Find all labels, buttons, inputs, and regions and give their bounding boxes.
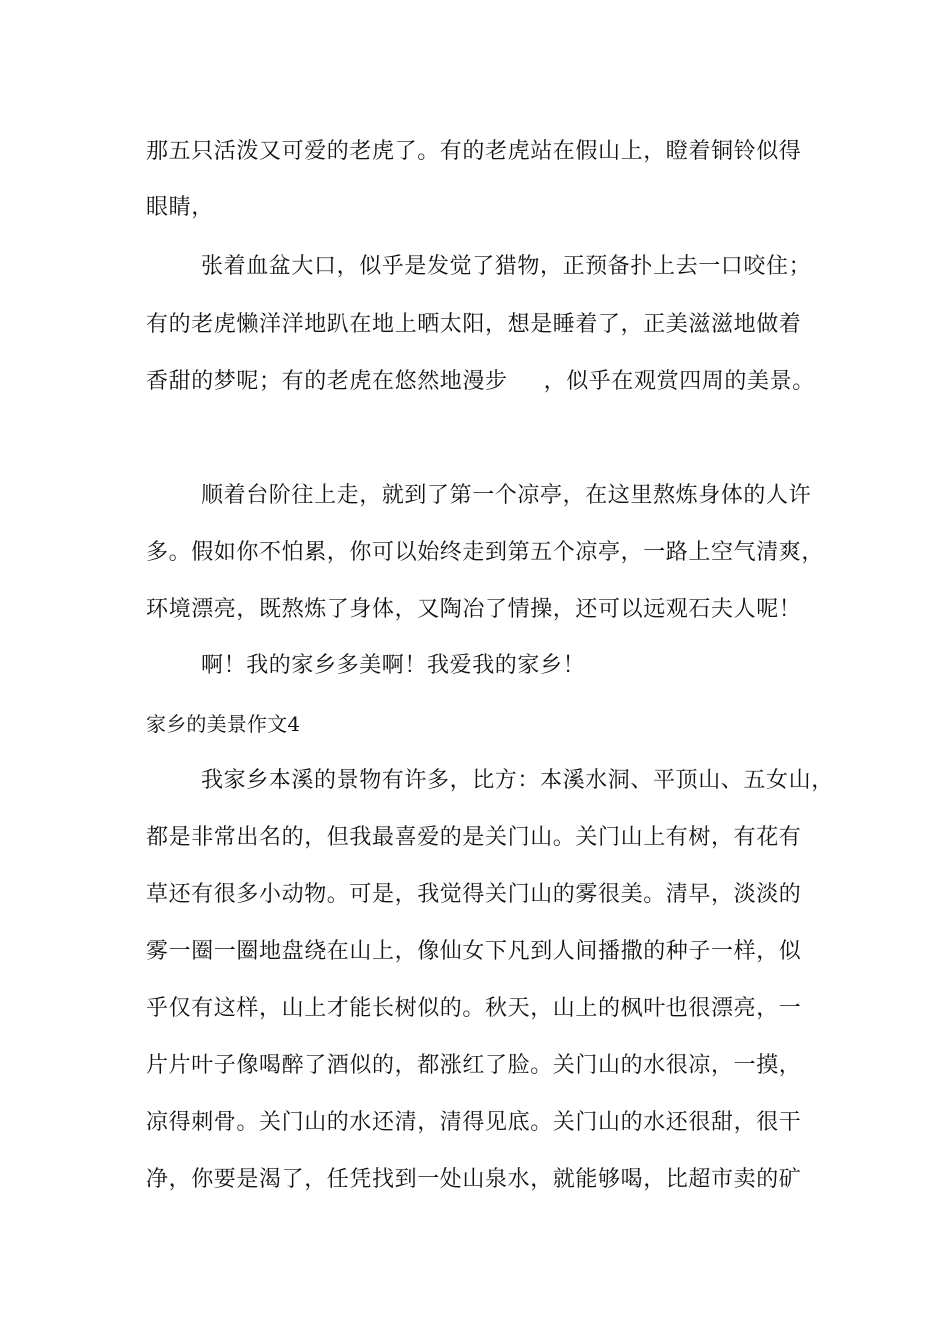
paragraph-line: 乎仅有这样，山上才能长树似的。秋天，山上的枫叶也很漂亮，一 <box>146 996 802 1021</box>
paragraph-line: 凉得刺骨。关门山的水还清，清得见底。关门山的水还很甜，很干 <box>146 1110 802 1135</box>
paragraph-line-part: 香甜的梦呢；有的老虎在悠然地漫步 <box>146 369 508 394</box>
paragraph-line: 我家乡本溪的景物有许多，比方：本溪水洞、平顶山、五女山， <box>201 768 834 793</box>
paragraph-line: 多。假如你不怕累，你可以始终走到第五个凉亭，一路上空气清爽， <box>146 540 825 565</box>
section-title: 家乡的美景作文4 <box>146 712 301 736</box>
paragraph-line: 有的老虎懒洋洋地趴在地上晒太阳，想是睡着了，正美滋滋地做着 <box>146 312 802 337</box>
paragraph-line: 眼睛， <box>146 195 214 220</box>
paragraph-line-part: ，似乎在观赏四周的美景。 <box>543 369 815 394</box>
paragraph-line: 片片叶子像喝醉了酒似的，都涨红了脸。关门山的水很凉，一摸， <box>146 1053 802 1078</box>
paragraph-line: 净，你要是渴了，任凭找到一处山泉水，就能够喝，比超市卖的矿 <box>146 1167 802 1192</box>
paragraph-line: 那五只活泼又可爱的老虎了。有的老虎站在假山上，瞪着铜铃似得 <box>146 139 802 164</box>
paragraph-line: 张着血盆大口，似乎是发觉了猎物，正预备扑上去一口咬住； <box>201 254 812 279</box>
paragraph-line: 啊！我的家乡多美啊！我爱我的家乡！ <box>201 653 586 678</box>
paragraph-line: 都是非常出名的，但我最喜爱的是关门山。关门山上有树，有花有 <box>146 825 802 850</box>
paragraph-line: 环境漂亮，既熬炼了身体，又陶冶了情操，还可以远观石夫人呢！ <box>146 597 802 622</box>
paragraph-line: 顺着台阶往上走，就到了第一个凉亭，在这里熬炼身体的人许 <box>201 483 812 508</box>
paragraph-line: 草还有很多小动物。可是，我觉得关门山的雾很美。清早，淡淡的 <box>146 882 802 907</box>
paragraph-line <box>146 367 815 397</box>
paragraph-line: 雾一圈一圈地盘绕在山上，像仙女下凡到人间播撒的种子一样，似 <box>146 939 802 964</box>
